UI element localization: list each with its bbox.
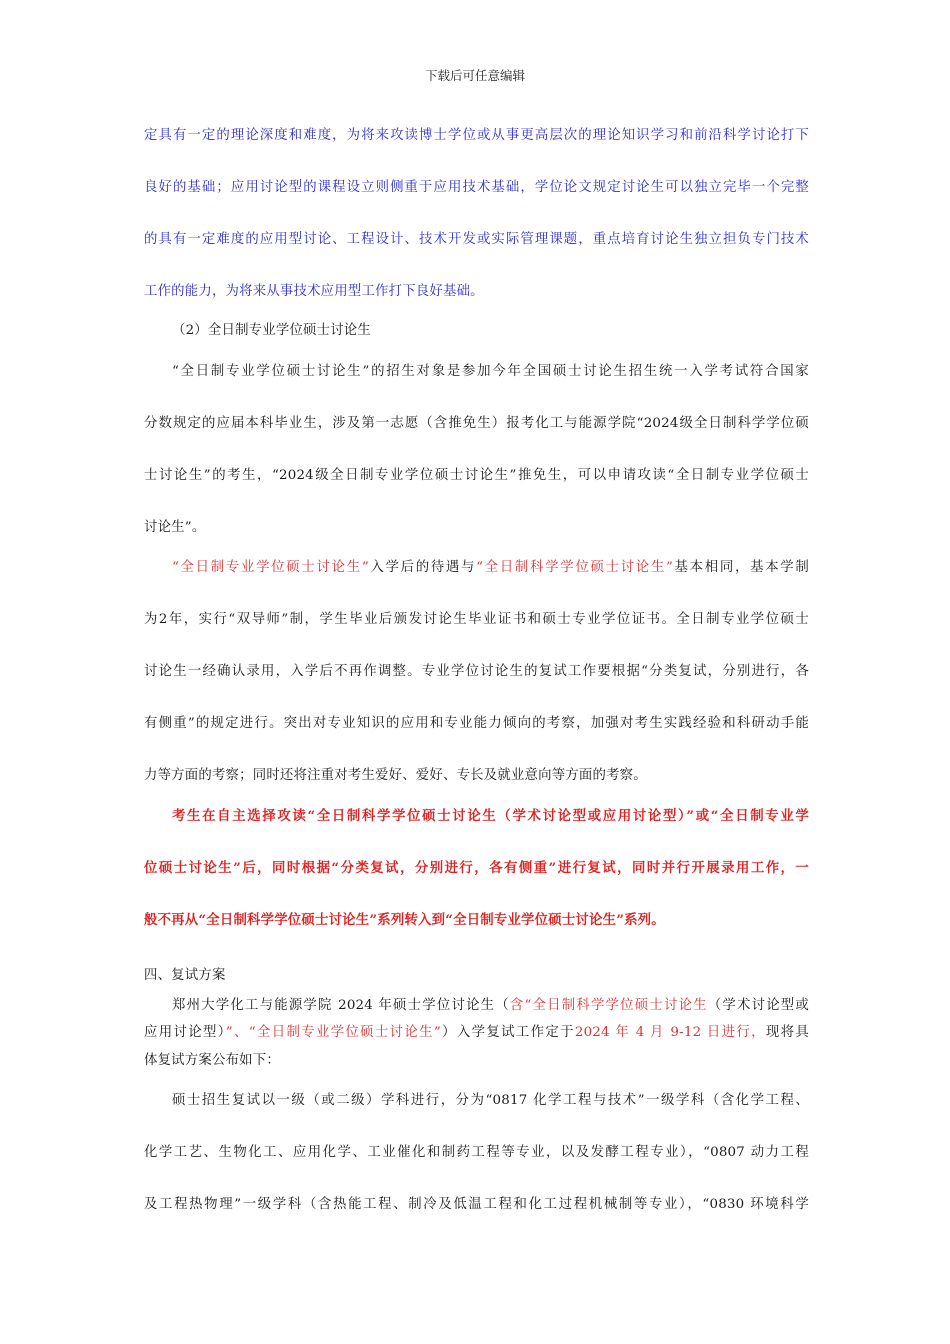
section-4-title: 四、复试方案 bbox=[144, 968, 226, 983]
para3-red-1: “全日制专业学位硕士讨论生” bbox=[172, 560, 369, 575]
para2-line-3: 士讨论生”的考生，“2024级全日制专业学位硕士讨论生”推免生，可以申请攻读“全日制专业学位硕士 bbox=[144, 468, 809, 483]
para5-line-1 bbox=[172, 997, 809, 1015]
para5-line-3: 体复试方案公布如下： bbox=[144, 1053, 280, 1068]
para3-line-2: 为2年，实行“双导师”制，学生毕业后颁发讨论生毕业证书和硕士专业学位证书。全日制专业学位硕士 bbox=[144, 612, 809, 627]
para1-line-1: 定具有一定的理论深度和难度，为将来攻读博士学位或从事更高层次的理论知识学习和前沿科学讨论打下 bbox=[144, 128, 809, 143]
subheading: （2）全日制专业学位硕士讨论生 bbox=[172, 323, 371, 338]
para3-red-2: “全日制科学学位硕士讨论生” bbox=[476, 560, 674, 575]
para2-line-1: “全日制专业学位硕士讨论生”的招生对象是参加今年全国硕士讨论生招生统一入学考试符合国家 bbox=[172, 364, 809, 379]
para6-line-3: 及工程热物理”一级学科（含热能工程、制冷及低温工程和化工过程机械制等专业），“0830 环境科学 bbox=[144, 1197, 809, 1212]
para5-black-2: （学术讨论型或 bbox=[707, 998, 809, 1013]
para3-black-2: 基本相同，基本学制 bbox=[673, 560, 809, 575]
para1-line-2: 良好的基础；应用讨论型的课程设立则侧重于应用技术基础，学位论文规定讨论生可以独立完毕一个完整 bbox=[144, 180, 809, 195]
para5-red-1: 含“全日制科学学位硕士讨论生 bbox=[509, 998, 708, 1013]
para2-line-4: 讨论生”。 bbox=[144, 520, 206, 535]
para3-line-4: 有侧重”的规定进行。突出对专业知识的应用和专业能力倾向的考察，加强对考生实践经验和科研动手能 bbox=[144, 716, 809, 731]
para5-red-2: ”、“全日制专业学位硕士讨论生” bbox=[225, 1025, 441, 1040]
para1-line-4: 工作的能力，为将来从事技术应用型工作打下良好基础。 bbox=[144, 284, 484, 299]
page-header: 下载后可任意编辑 bbox=[424, 68, 525, 83]
para5-black-4: ）入学复试工作定于 bbox=[440, 1025, 575, 1040]
para3-black-1: 入学后的待遇与 bbox=[368, 560, 477, 575]
para5-black-5: 现将具 bbox=[765, 1025, 809, 1040]
para4-line-3: 般不再从“全日制科学学位硕士讨论生”系列转入到“全日制专业学位硕士讨论生”系列。 bbox=[144, 912, 665, 928]
para5-black-1: 郑州大学化工与能源学院 2024 年硕士学位讨论生（ bbox=[172, 998, 510, 1013]
para4-line-2: 位硕士讨论生”后，同时根据“分类复试，分别进行，各有侧重”进行复试，同时并行开展录用工作，一 bbox=[144, 860, 809, 876]
para2-line-2: 分数规定的应届本科毕业生，涉及第一志愿（含推免生）报考化工与能源学院“2024级全日制科学学位硕 bbox=[144, 416, 809, 431]
para3-line-1 bbox=[172, 559, 809, 577]
para5-black-3: 应用讨论型） bbox=[144, 1025, 226, 1040]
para6-line-2: 化学工艺、生物化工、应用化学、工业催化和制药工程等专业，以及发酵工程专业），“0807 动力工程 bbox=[144, 1145, 809, 1160]
para3-line-3: 讨论生一经确认录用，入学后不再作调整。专业学位讨论生的复试工作要根据“分类复试，分别进行，各 bbox=[144, 664, 809, 679]
para1-line-3: 的具有一定难度的应用型讨论、工程设计、技术开发或实际管理课题，重点培育讨论生独立担负专门技术 bbox=[144, 232, 809, 247]
para5-line-2 bbox=[144, 1024, 809, 1042]
para6-line-1: 硕士招生复试以一级（或二级）学科进行，分为“0817 化学工程与技术”一级学科（含化学工程、 bbox=[172, 1093, 809, 1108]
para3-line-5: 力等方面的考察；同时还将注重对考生爱好、爱好、专长及就业意向等方面的考察。 bbox=[144, 768, 647, 783]
para5-red-3: 2024 年 4 月 9-12 日进行， bbox=[574, 1025, 766, 1040]
para4-line-1: 考生在自主选择攻读“全日制科学学位硕士讨论生（学术讨论型或应用讨论型）”或“全日制专业学 bbox=[172, 808, 809, 824]
